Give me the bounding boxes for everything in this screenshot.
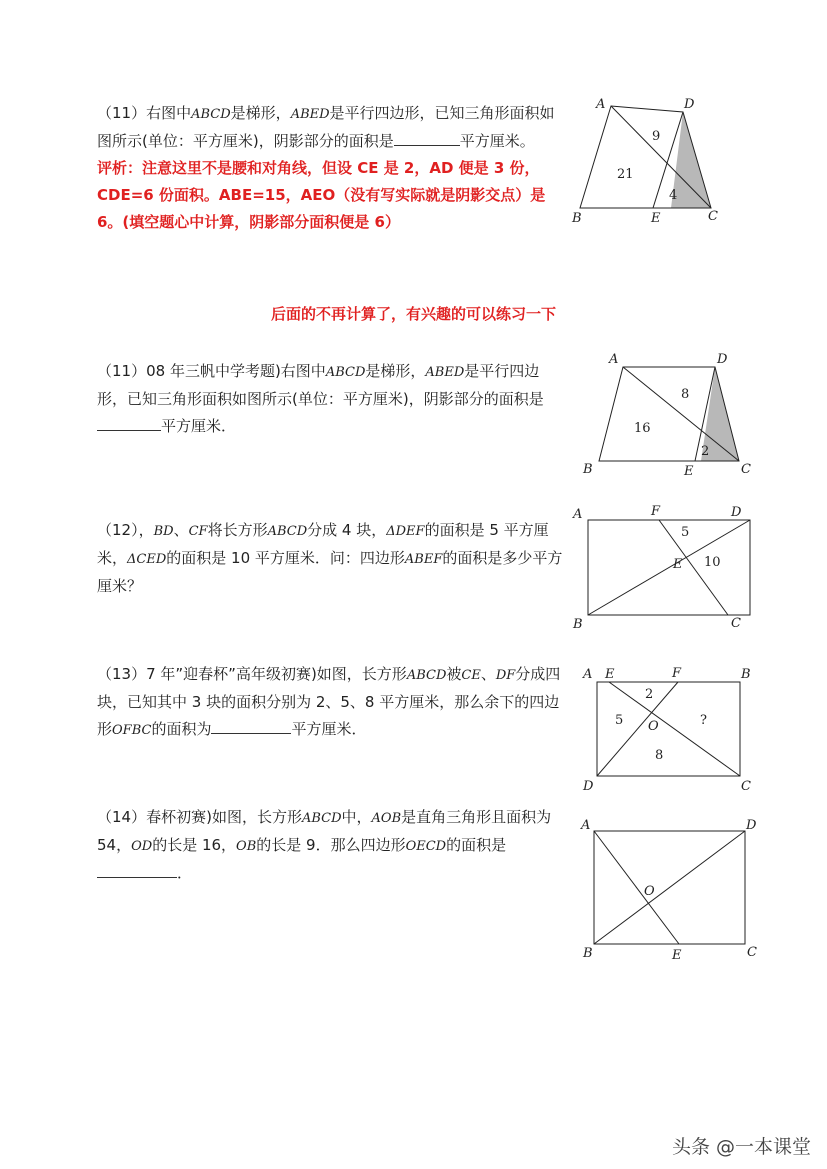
label-D: D: [717, 352, 728, 367]
problem-13-text: （13）7 年”迎春杯”高年级初赛)如图，长方形ABCD被CE、DF分成四块，已知其中 3 块的面积分别为 2、5、8 平方厘米，那么余下的四边形OFBC的面积为 平方厘米．: [97, 665, 561, 738]
label-E: E: [605, 667, 615, 682]
area-label: 8: [655, 748, 664, 763]
area-label: 10: [704, 555, 721, 570]
label-O: O: [644, 884, 655, 899]
section-note: 后面的不再计算了，有兴趣的可以练习一下: [270, 305, 556, 323]
label-C: C: [708, 209, 718, 224]
label-A: A: [573, 507, 583, 522]
label-A: A: [581, 818, 591, 833]
label-E: E: [672, 948, 682, 963]
area-label: 8: [681, 387, 690, 402]
label-C: C: [741, 462, 751, 477]
label-D: D: [684, 97, 695, 112]
label-E: E: [673, 557, 683, 572]
label-D: D: [583, 779, 594, 794]
answer-blank[interactable]: [97, 862, 177, 878]
problem-11a-text: （11）右图中ABCD是梯形，ABED是平行四边形，已知三角形面积如图所示(单位：平方厘米)，阴影部分的面积是 平方厘米。 评析：注意这里不是腰和对角线，但设 CE 是 2，AD 便是 3 份，CDE=6 份面积。ABE=15，AEO（没有写实际就是阴影交点）是 6。(填空题心中计算，阴影部分面积便是 6）: [97, 100, 567, 236]
area-label: 2: [701, 444, 710, 459]
answer-blank[interactable]: [97, 415, 161, 431]
label-B: B: [583, 462, 593, 477]
problem-number: （11）: [97, 104, 147, 122]
figure-13: [575, 660, 760, 795]
area-label: 16: [634, 421, 651, 436]
figure-11b: [575, 345, 765, 485]
figure-12: [565, 500, 755, 635]
label-C: C: [731, 616, 741, 631]
label-F: F: [651, 504, 661, 519]
figure-14: [575, 815, 765, 965]
problem-14-text: （14）春杯初赛)如图，长方形ABCD中，AOB是直角三角形且面积为 54，OD的长是 16，OB的长是 9．那么四边形OECD的面积是．: [97, 808, 552, 882]
area-label: 2: [645, 687, 654, 702]
answer-blank[interactable]: [394, 130, 460, 146]
label-E: E: [651, 211, 661, 226]
label-B: B: [572, 211, 582, 226]
area-label: 5: [615, 713, 624, 728]
label-A: A: [609, 352, 619, 367]
analysis-note: 评析：注意这里不是腰和对角线，但设 CE 是 2，AD 便是 3 份，CDE=6 份面积。ABE=15，AEO（没有写实际就是阴影交点）是 6。(填空题心中计算，阴影部分面积便是 6）: [97, 159, 546, 231]
problem-number: （11）: [97, 362, 147, 380]
label-D: D: [746, 818, 757, 833]
problem-12-text: （12），BD、CF将长方形ABCD分成 4 块，ΔDEF的面积是 5 平方厘米，ΔCED的面积是 10 平方厘米．问：四边形ABEF的面积是多少平方厘米？: [97, 521, 563, 595]
answer-blank[interactable]: [211, 718, 291, 734]
label-B: B: [573, 617, 583, 632]
label-O: O: [648, 719, 659, 734]
problem-number: （12），: [97, 521, 154, 539]
area-label: 9: [652, 129, 661, 144]
problem-number: （14）: [97, 808, 147, 826]
label-F: F: [672, 666, 682, 681]
label-C: C: [747, 945, 757, 960]
figure-11a: [560, 90, 730, 235]
area-label: 5: [681, 525, 690, 540]
label-D: D: [731, 505, 742, 520]
label-E: E: [684, 464, 694, 479]
area-label: 21: [617, 167, 634, 182]
label-B: B: [741, 667, 751, 682]
problem-11b-text: （11）08 年三帆中学考题)右图中ABCD是梯形，ABED是平行四边形，已知三角形面积如图所示(单位：平方厘米)，阴影部分的面积是平方厘米．: [97, 362, 544, 435]
label-A: A: [596, 97, 606, 112]
area-label: ?: [700, 713, 707, 728]
problem-number: （13）: [97, 665, 147, 683]
label-C: C: [741, 779, 751, 794]
label-A: A: [583, 667, 593, 682]
label-B: B: [583, 946, 593, 961]
area-label: 4: [669, 188, 678, 203]
watermark: 头条 @一本课堂: [671, 1136, 811, 1158]
